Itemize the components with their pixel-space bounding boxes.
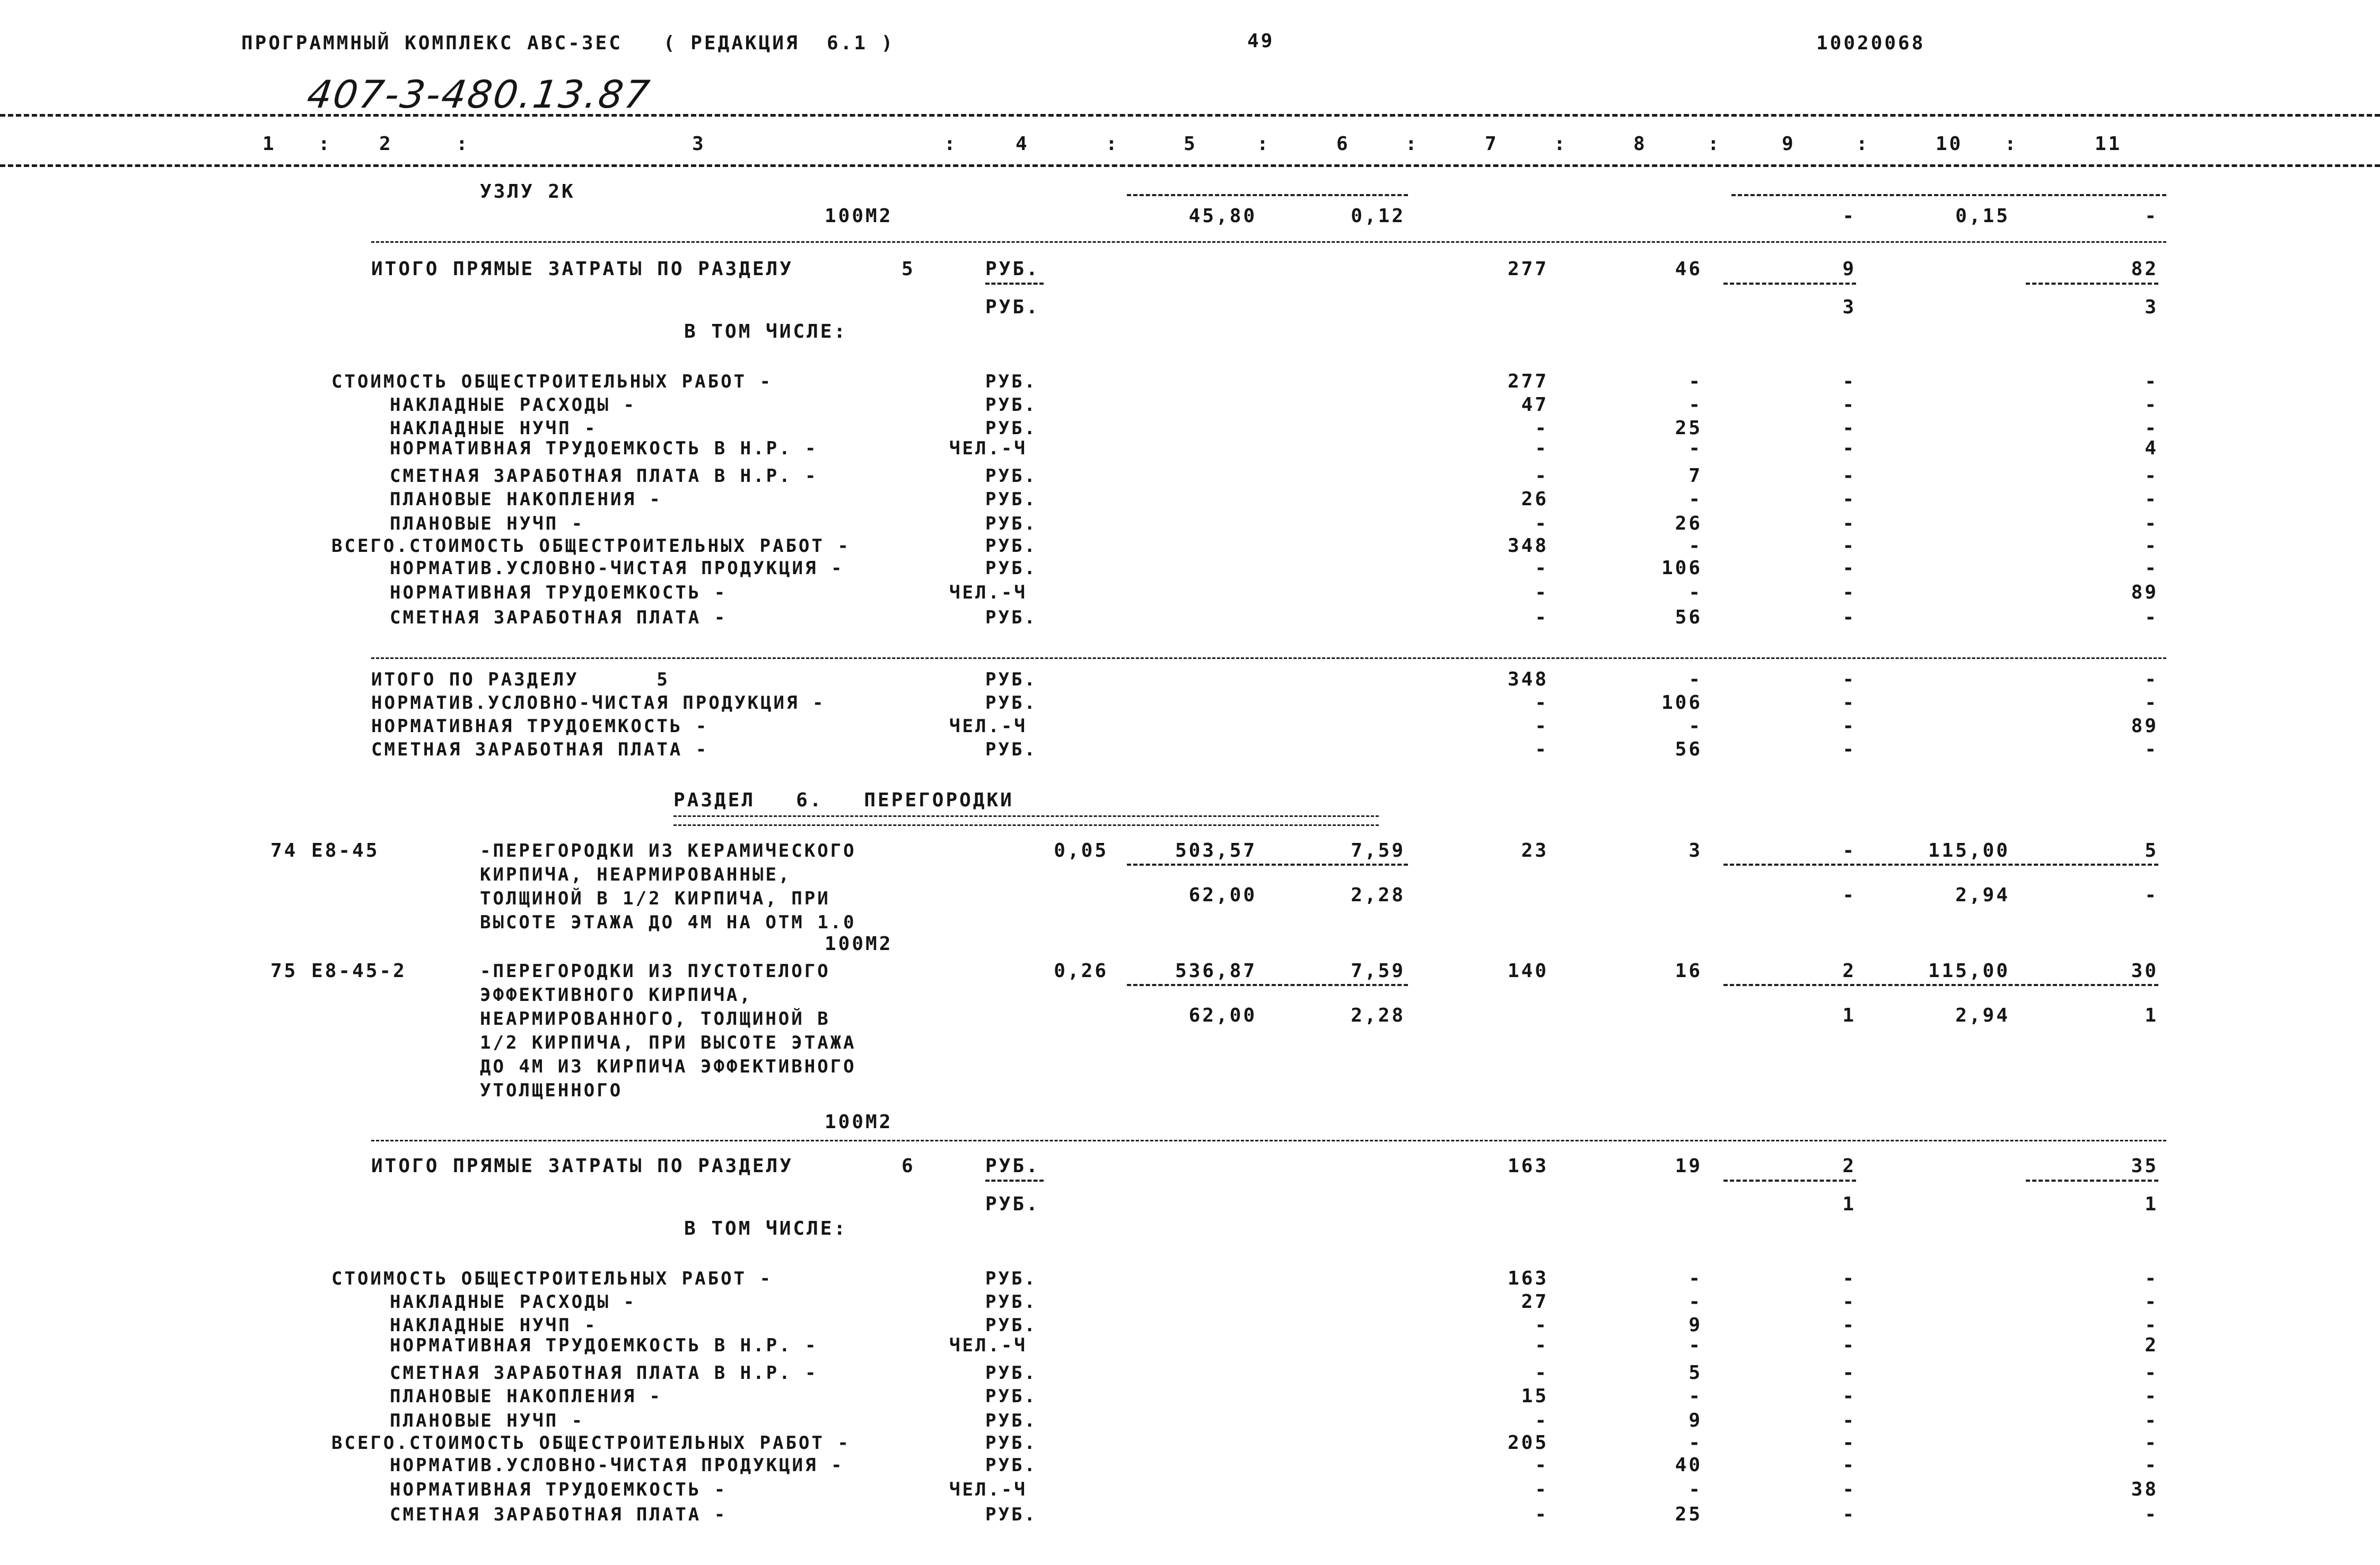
column-separator: :: [1856, 133, 1870, 155]
section-total-c11: -: [2145, 692, 2158, 714]
summary-line-label: ПЛАНОВЫЕ НАКОПЛЕНИЯ -: [390, 1386, 662, 1407]
direct-total-label: ИТОГО ПРЯМЫЕ ЗАТРАТЫ ПО РАЗДЕЛУ: [371, 1155, 793, 1177]
section-total-c7: -: [1535, 715, 1548, 737]
sub-rule: [1723, 864, 2158, 866]
summary-line-label: ВСЕГО.СТОИМОСТЬ ОБЩЕСТРОИТЕЛЬНЫХ РАБОТ -: [331, 535, 851, 557]
summary-line-c9: -: [1842, 394, 1856, 416]
item-c10: 115,00: [1928, 840, 2010, 861]
section-total-c9: -: [1842, 692, 1856, 714]
summary-line-c9: -: [1842, 606, 1856, 628]
summary-line-c8: -: [1688, 535, 1702, 557]
summary-line-c8: -: [1688, 371, 1702, 392]
item-c6-secondary: 2,28: [1351, 884, 1405, 906]
direct-total-c11: 35: [2131, 1155, 2158, 1177]
item-c9: -: [1842, 840, 1856, 861]
summary-line-c7: -: [1535, 557, 1548, 579]
summary-line-c7: -: [1535, 606, 1548, 628]
section-total-label: СМЕТНАЯ ЗАРАБОТНАЯ ПЛАТА -: [371, 739, 709, 760]
summary-line-c11: -: [2145, 1291, 2158, 1313]
item-c10: 115,00: [1928, 960, 2010, 982]
summary-line-c7: 15: [1521, 1385, 1548, 1407]
summary-line-c8: 40: [1675, 1454, 1702, 1476]
including-label: В ТОМ ЧИСЛЕ:: [684, 1218, 848, 1239]
sub-rule: [1723, 1180, 1856, 1182]
summary-line-label: СТОИМОСТЬ ОБЩЕСТРОИТЕЛЬНЫХ РАБОТ -: [331, 371, 773, 392]
summary-line-c9: -: [1842, 371, 1856, 392]
section-total-c8: 106: [1661, 692, 1702, 714]
summary-line-c11: 4: [2145, 437, 2158, 459]
direct-total-unit-2: РУБ.: [985, 1193, 1040, 1215]
summary-line-c11: 2: [2145, 1334, 2158, 1356]
summary-line-label: СТОИМОСТЬ ОБЩЕСТРОИТЕЛЬНЫХ РАБОТ -: [331, 1268, 773, 1289]
summary-line-label: СМЕТНАЯ ЗАРАБОТНАЯ ПЛАТА -: [390, 1504, 728, 1525]
summary-line-c9: -: [1842, 535, 1856, 557]
summary-line-unit: РУБ.: [985, 1455, 1037, 1476]
summary-line-c9: -: [1842, 1268, 1856, 1289]
summary-line-c11: -: [2145, 488, 2158, 510]
section-total-c9: -: [1842, 738, 1856, 760]
section-total-c7: 348: [1507, 669, 1548, 690]
summary-line-c8: -: [1688, 1479, 1702, 1500]
direct-total-c9-2: 1: [1842, 1193, 1856, 1215]
summary-line-c7: -: [1535, 1410, 1548, 1431]
summary-line-c7: -: [1535, 1362, 1548, 1384]
summary-line-c7: -: [1535, 417, 1548, 439]
summary-line-c9: -: [1842, 1454, 1856, 1476]
sub-rule: [985, 283, 1044, 285]
summary-line-c7: -: [1535, 1479, 1548, 1500]
summary-line-c7: 26: [1521, 488, 1548, 510]
summary-line-label: НАКЛАДНЫЕ НУЧП -: [390, 418, 598, 439]
column-number: 11: [2095, 133, 2122, 155]
summary-line-c7: 277: [1507, 371, 1548, 392]
summary-line-label: ПЛАНОВЫЕ НУЧП -: [390, 1410, 585, 1431]
summary-line-c11: -: [2145, 371, 2158, 392]
summary-line-c8: 106: [1661, 557, 1702, 579]
summary-line-c11: -: [2145, 465, 2158, 487]
summary-line-c9: -: [1842, 582, 1856, 603]
summary-line-c8: 56: [1675, 606, 1702, 628]
section-title-underline: [673, 815, 1379, 826]
item-number: 75 Е8-45-2: [270, 960, 407, 982]
item-description-line: -ПЕРЕГОРОДКИ ИЗ КЕРАМИЧЕСКОГО: [480, 840, 856, 861]
section-total-label: НОРМАТИВ.УСЛОВНО-ЧИСТАЯ ПРОДУКЦИЯ -: [371, 692, 826, 714]
item-description-line: КИРПИЧА, НЕАРМИРОВАННЫЕ,: [480, 864, 792, 885]
summary-line-label: НОРМАТИВНАЯ ТРУДОЕМКОСТЬ -: [390, 1479, 728, 1500]
sub-rule: [1127, 194, 1408, 196]
summary-line-c11: -: [2145, 557, 2158, 579]
column-number: 6: [1336, 133, 1350, 155]
summary-line-c9: -: [1842, 1410, 1856, 1431]
item-c8: 3: [1688, 840, 1702, 861]
program-title: ПРОГРАММНЫЙ КОМПЛЕКС АВС-3ЕС ( РЕДАКЦИЯ 6.1 ): [241, 32, 895, 54]
summary-line-c8: 5: [1688, 1362, 1702, 1384]
summary-line-c9: -: [1842, 1362, 1856, 1384]
item-c5: 536,87: [1175, 960, 1257, 982]
summary-line-label: ПЛАНОВЫЕ НАКОПЛЕНИЯ -: [390, 489, 662, 510]
summary-line-unit: РУБ.: [985, 1291, 1037, 1313]
summary-line-c7: -: [1535, 582, 1548, 603]
summary-line-label: НОРМАТИВНАЯ ТРУДОЕМКОСТЬ В Н.Р. -: [390, 1335, 818, 1356]
document-code: 10020068: [1816, 32, 1926, 54]
section-total-c8: 56: [1675, 738, 1702, 760]
summary-line-unit: ЧЕЛ.-Ч: [949, 438, 1027, 459]
summary-line-c11: -: [2145, 1314, 2158, 1336]
summary-line-label: НАКЛАДНЫЕ РАСХОДЫ -: [390, 394, 636, 416]
summary-line-c9: -: [1842, 465, 1856, 487]
section-total-c11: 89: [2131, 715, 2158, 737]
summary-line-c8: -: [1688, 1385, 1702, 1407]
column-number: 2: [379, 133, 393, 155]
summary-line-label: НОРМАТИВ.УСЛОВНО-ЧИСТАЯ ПРОДУКЦИЯ -: [390, 1455, 844, 1476]
summary-line-c11: -: [2145, 606, 2158, 628]
section-total-unit: РУБ.: [985, 692, 1037, 714]
column-header-rule: [0, 164, 2380, 167]
direct-total-c7: 277: [1507, 258, 1548, 280]
summary-line-unit: ЧЕЛ.-Ч: [949, 1479, 1027, 1500]
summary-line-c11: -: [2145, 535, 2158, 557]
summary-line-c11: -: [2145, 1432, 2158, 1454]
summary-line-c7: -: [1535, 437, 1548, 459]
summary-line-unit: РУБ.: [985, 1410, 1037, 1431]
item-c11: 5: [2145, 840, 2158, 861]
summary-line-c7: 47: [1521, 394, 1548, 416]
summary-line-unit: РУБ.: [985, 607, 1037, 628]
table-top-rule: [0, 114, 2380, 117]
summary-line-c8: -: [1688, 1291, 1702, 1313]
item-c6: 7,59: [1351, 840, 1405, 861]
sub-rule: [1127, 864, 1408, 866]
summary-line-c8: 9: [1688, 1314, 1702, 1336]
item-c6: 7,59: [1351, 960, 1405, 982]
item-c10-secondary: 2,94: [1955, 1005, 2010, 1026]
column-number: 9: [1782, 133, 1796, 155]
item-c6-secondary: 2,28: [1351, 1005, 1405, 1026]
item-c5: 503,57: [1175, 840, 1257, 861]
direct-total-section: 6: [902, 1155, 915, 1177]
summary-line-c7: -: [1535, 1314, 1548, 1336]
summary-line-c9: -: [1842, 488, 1856, 510]
summary-line-c8: 25: [1675, 417, 1702, 439]
section-total-unit: ЧЕЛ.-Ч: [949, 716, 1027, 737]
summary-line-c8: 7: [1688, 465, 1702, 487]
item-description-line: -ПЕРЕГОРОДКИ ИЗ ПУСТОТЕЛОГО: [480, 961, 830, 982]
summary-line-c8: 25: [1675, 1504, 1702, 1525]
summary-line-c8: -: [1688, 394, 1702, 416]
section-total-unit: РУБ.: [985, 669, 1037, 690]
item-description-line: НЕАРМИРОВАННОГО, ТОЛЩИНОЙ В: [480, 1008, 830, 1030]
section-total-c9: -: [1842, 669, 1856, 690]
direct-total-c11: 82: [2131, 258, 2158, 280]
sub-rule: [1731, 194, 2166, 196]
section-total-label: НОРМАТИВНАЯ ТРУДОЕМКОСТЬ -: [371, 716, 709, 737]
summary-line-label: ПЛАНОВЫЕ НУЧП -: [390, 513, 585, 534]
summary-line-label: НАКЛАДНЫЕ НУЧП -: [390, 1315, 598, 1336]
cell-c9: -: [1842, 205, 1856, 227]
summary-line-c8: -: [1688, 1432, 1702, 1454]
summary-line-c7: -: [1535, 1454, 1548, 1476]
column-number: 3: [692, 133, 706, 155]
column-separator: :: [944, 133, 958, 155]
item-c11-secondary: -: [2145, 884, 2158, 906]
summary-line-c11: -: [2145, 1385, 2158, 1407]
section-rule: [371, 657, 2166, 659]
item-unit: 100М2: [825, 933, 893, 955]
item-c4: 0,26: [1054, 960, 1108, 982]
summary-line-c9: -: [1842, 1479, 1856, 1500]
direct-total-c11-2: 1: [2145, 1193, 2158, 1215]
summary-line-c8: 26: [1675, 513, 1702, 534]
summary-line-unit: ЧЕЛ.-Ч: [949, 582, 1027, 603]
item-description-line: ТОЛЩИНОЙ В 1/2 КИРПИЧА, ПРИ: [480, 888, 830, 909]
direct-total-c9: 9: [1842, 258, 1856, 280]
summary-line-c9: -: [1842, 1504, 1856, 1525]
summary-line-c11: -: [2145, 1410, 2158, 1431]
summary-line-label: НОРМАТИВНАЯ ТРУДОЕМКОСТЬ -: [390, 582, 728, 603]
item-c9-secondary: 1: [1842, 1005, 1856, 1026]
sub-rule: [1723, 984, 2158, 986]
summary-line-c11: -: [2145, 417, 2158, 439]
column-separator: :: [1405, 133, 1419, 155]
summary-line-unit: РУБ.: [985, 489, 1037, 510]
summary-line-unit: РУБ.: [985, 1268, 1037, 1289]
summary-line-unit: РУБ.: [985, 535, 1037, 557]
summary-line-unit: РУБ.: [985, 1386, 1037, 1407]
section-total-c8: -: [1688, 669, 1702, 690]
summary-line-unit: РУБ.: [985, 1504, 1037, 1525]
summary-line-label: ВСЕГО.СТОИМОСТЬ ОБЩЕСТРОИТЕЛЬНЫХ РАБОТ -: [331, 1432, 851, 1454]
summary-line-c7: -: [1535, 513, 1548, 534]
handwritten-code: 407-3-480.13.87: [304, 72, 654, 117]
item-c8: 16: [1675, 960, 1702, 982]
summary-line-c8: -: [1688, 1268, 1702, 1289]
summary-line-c11: -: [2145, 513, 2158, 534]
summary-line-c9: -: [1842, 1314, 1856, 1336]
direct-total-c11-2: 3: [2145, 296, 2158, 318]
summary-line-c9: -: [1842, 513, 1856, 534]
item-c9: 2: [1842, 960, 1856, 982]
summary-line-c7: -: [1535, 1334, 1548, 1356]
summary-line-c9: -: [1842, 1432, 1856, 1454]
summary-line-c11: -: [2145, 1362, 2158, 1384]
item-number: 74 Е8-45: [270, 840, 380, 861]
section-total-unit: РУБ.: [985, 739, 1037, 760]
summary-line-unit: РУБ.: [985, 1362, 1037, 1384]
column-number: 10: [1936, 133, 1963, 155]
direct-total-c8: 46: [1675, 258, 1702, 280]
direct-total-unit: РУБ.: [985, 1155, 1040, 1177]
summary-line-c9: -: [1842, 557, 1856, 579]
summary-line-c11: -: [2145, 1454, 2158, 1476]
summary-line-unit: ЧЕЛ.-Ч: [949, 1335, 1027, 1356]
item-c5-secondary: 62,00: [1188, 1005, 1257, 1026]
summary-line-label: НОРМАТИВ.УСЛОВНО-ЧИСТАЯ ПРОДУКЦИЯ -: [390, 558, 844, 579]
summary-line-c8: -: [1688, 488, 1702, 510]
summary-line-c9: -: [1842, 1291, 1856, 1313]
section-total-c7: -: [1535, 738, 1548, 760]
sub-rule: [2026, 1180, 2158, 1182]
column-separator: :: [1554, 133, 1568, 155]
direct-total-unit-2: РУБ.: [985, 296, 1040, 318]
summary-line-c8: -: [1688, 1334, 1702, 1356]
column-separator: :: [456, 133, 470, 155]
summary-line-label: НАКЛАДНЫЕ РАСХОДЫ -: [390, 1291, 636, 1313]
summary-line-c7: 348: [1507, 535, 1548, 557]
summary-line-label: СМЕТНАЯ ЗАРАБОТНАЯ ПЛАТА В Н.Р. -: [390, 1362, 818, 1384]
column-separator: :: [318, 133, 332, 155]
column-number: 8: [1633, 133, 1647, 155]
including-label: В ТОМ ЧИСЛЕ:: [684, 321, 848, 342]
continuation-unit: 100М2: [825, 205, 893, 227]
section-rule: [371, 1140, 2166, 1141]
item-unit: 100М2: [825, 1111, 893, 1133]
summary-line-c11: 38: [2131, 1479, 2158, 1500]
summary-line-c11: 89: [2131, 582, 2158, 603]
summary-line-c7: -: [1535, 1504, 1548, 1525]
column-number: 1: [262, 133, 276, 155]
item-description-line: УТОЛЩЕННОГО: [480, 1080, 623, 1101]
summary-line-c8: 9: [1688, 1410, 1702, 1431]
column-number: 4: [1016, 133, 1029, 155]
summary-line-c7: 205: [1507, 1432, 1548, 1454]
direct-total-c9-2: 3: [1842, 296, 1856, 318]
summary-line-unit: РУБ.: [985, 1315, 1037, 1336]
item-description-line: 1/2 КИРПИЧА, ПРИ ВЫСОТЕ ЭТАЖА: [480, 1032, 856, 1053]
page-number: 49: [1247, 30, 1275, 52]
summary-line-c9: -: [1842, 417, 1856, 439]
sub-rule: [985, 1180, 1044, 1182]
direct-total-c8: 19: [1675, 1155, 1702, 1177]
column-separator: :: [1106, 133, 1119, 155]
section-rule: [371, 241, 2166, 243]
cell-c5: 45,80: [1188, 205, 1257, 227]
item-description-line: ВЫСОТЕ ЭТАЖА ДО 4М НА ОТМ 1.0: [480, 912, 856, 933]
item-c10-secondary: 2,94: [1955, 884, 2010, 906]
sub-rule: [1127, 984, 1408, 986]
column-separator: :: [1257, 133, 1271, 155]
direct-total-c9: 2: [1842, 1155, 1856, 1177]
item-c5-secondary: 62,00: [1188, 884, 1257, 906]
item-c7: 23: [1521, 840, 1548, 861]
summary-line-unit: РУБ.: [985, 465, 1037, 487]
cell-c6: 0,12: [1351, 205, 1405, 227]
item-c9-secondary: -: [1842, 884, 1856, 906]
summary-line-label: СМЕТНАЯ ЗАРАБОТНАЯ ПЛАТА В Н.Р. -: [390, 465, 818, 487]
column-number: 7: [1485, 133, 1499, 155]
summary-line-c8: -: [1688, 582, 1702, 603]
section-title: РАЗДЕЛ 6. ПЕРЕГОРОДКИ: [673, 789, 1014, 811]
summary-line-unit: РУБ.: [985, 371, 1037, 392]
summary-line-unit: РУБ.: [985, 513, 1037, 534]
summary-line-unit: РУБ.: [985, 394, 1037, 416]
summary-line-c9: -: [1842, 1385, 1856, 1407]
continuation-desc: УЗЛУ 2К: [480, 181, 575, 203]
sub-rule: [1723, 283, 1856, 285]
section-total-c11: -: [2145, 669, 2158, 690]
summary-line-c7: 27: [1521, 1291, 1548, 1313]
summary-line-label: НОРМАТИВНАЯ ТРУДОЕМКОСТЬ В Н.Р. -: [390, 438, 818, 459]
summary-line-c8: -: [1688, 437, 1702, 459]
item-c11: 30: [2131, 960, 2158, 982]
summary-line-c11: -: [2145, 1268, 2158, 1289]
direct-total-section: 5: [902, 258, 915, 280]
direct-total-unit: РУБ.: [985, 258, 1040, 280]
sub-rule: [2026, 283, 2158, 285]
cell-c11: -: [2145, 205, 2158, 227]
section-total-label: ИТОГО ПО РАЗДЕЛУ 5: [371, 669, 670, 690]
summary-line-c9: -: [1842, 437, 1856, 459]
section-total-c7: -: [1535, 692, 1548, 714]
section-total-c9: -: [1842, 715, 1856, 737]
column-number: 5: [1184, 133, 1197, 155]
section-total-c8: -: [1688, 715, 1702, 737]
item-c4: 0,05: [1054, 840, 1108, 861]
summary-line-label: СМЕТНАЯ ЗАРАБОТНАЯ ПЛАТА -: [390, 607, 728, 628]
cell-c10: 0,15: [1955, 205, 2010, 227]
direct-total-c7: 163: [1507, 1155, 1548, 1177]
section-total-c11: -: [2145, 738, 2158, 760]
direct-total-label: ИТОГО ПРЯМЫЕ ЗАТРАТЫ ПО РАЗДЕЛУ: [371, 258, 793, 280]
summary-line-c11: -: [2145, 394, 2158, 416]
summary-line-c9: -: [1842, 1334, 1856, 1356]
item-c7: 140: [1507, 960, 1548, 982]
item-description-line: ЭФФЕКТИВНОГО КИРПИЧА,: [480, 984, 752, 1006]
column-separator: :: [1708, 133, 1721, 155]
summary-line-unit: РУБ.: [985, 418, 1037, 439]
item-description-line: ДО 4М ИЗ КИРПИЧА ЭФФЕКТИВНОГО: [480, 1056, 856, 1077]
summary-line-c11: -: [2145, 1504, 2158, 1525]
item-c11-secondary: 1: [2145, 1005, 2158, 1026]
summary-line-unit: РУБ.: [985, 1432, 1037, 1454]
summary-line-unit: РУБ.: [985, 558, 1037, 579]
summary-line-c7: -: [1535, 465, 1548, 487]
column-separator: :: [2005, 133, 2018, 155]
summary-line-c7: 163: [1507, 1268, 1548, 1289]
